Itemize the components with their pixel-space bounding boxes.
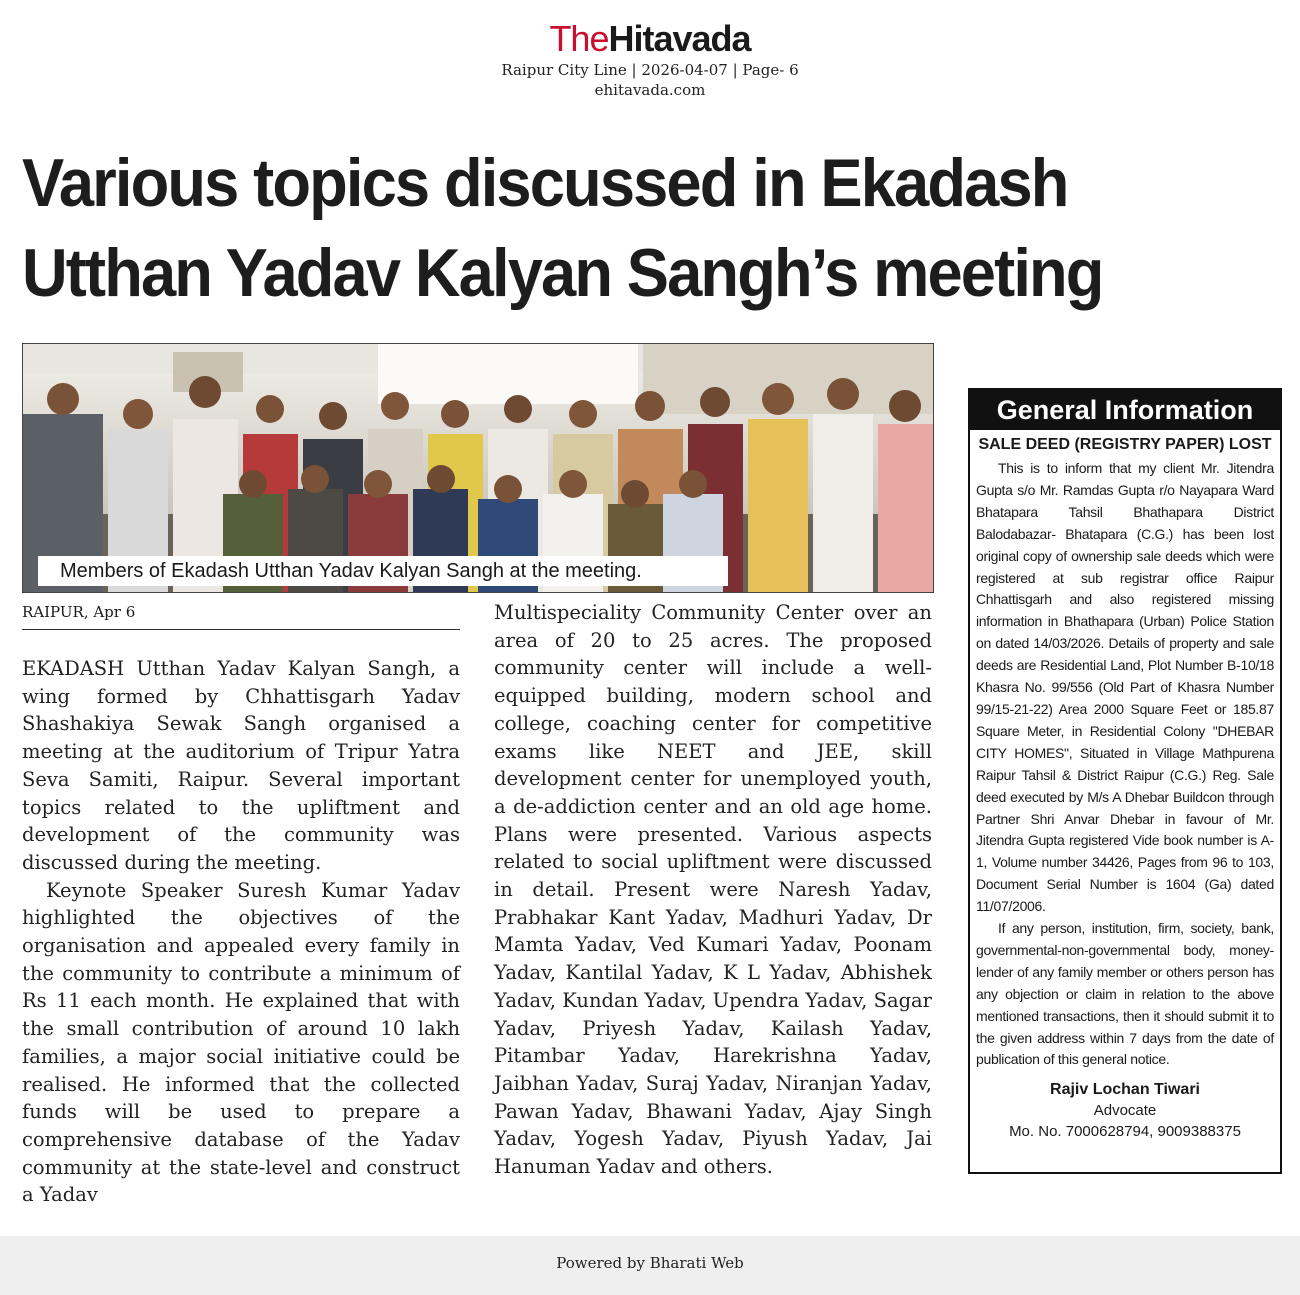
- article-paragraph-2: Keynote Speaker Suresh Kumar Yadav highlighted the objectives of the organisation and appealed every family in the community to contribute a minimum of Rs 11 each month. He explained that with the small contribution of around 10 lakh families, a major social initiative could be realised. He informed that the collected funds will be used to prepare a comprehensive database of the Yadav community at the state-level and construct a Yadav: [22, 878, 460, 1207]
- logo-name: Hitavada: [608, 18, 751, 59]
- group-photo-image: [23, 344, 933, 592]
- notice-paragraph-2: If any person, institution, firm, society, bank, governmental-non-governmental body, money-lender of any family member or others person has any objection or claim in relation to the above mentioned transactions, then it should submit it to the given address within 7 days from the date of publication of this general notice.: [976, 920, 1274, 1068]
- signatory-name: Rajiv Lochan Tiwari: [1050, 1081, 1200, 1099]
- article-paragraph-1: EKADASH Utthan Yadav Kalyan Sangh, a wing formed by Chhattisgarh Yadav Shashakiya Sewak Sangh organised a meeting at the auditorium of Tripur Yatra Seva Samiti, Raipur. Several important topics related to the upliftment and development of the community was discussed during the meeting.: [22, 657, 460, 874]
- photo-caption: Members of Ekadash Utthan Yadav Kalyan Sangh at the meeting.: [38, 556, 728, 586]
- article-column-1: [22, 655, 460, 1209]
- notice-body: [970, 456, 1280, 1071]
- notice-paragraph-1: This is to inform that my client Mr. Jitendra Gupta s/o Mr. Ramdas Gupta r/o Nayapara Ward Bhatapara Tahsil Bhathapara District Balodabazar- Bhatapara (C.G.) has been lost original copy of ownership sale deeds which were registered at sub registrar office Raipur Chhattisgarh and also registered missing information in Bhathapara (Urban) Police Station on dated 14/03/2026. Details of property and sale deeds are Residential Land, Plot Number B-10/18 Khasra No. 99/556 (Old Part of Khasra Number 99/15-21-22) Area 2000 Square Feet or 185.87 Square Meter, in Residential Colony "DHEBAR CITY HOMES", Situated in Village Mathpurena Raipur Tahsil & District Raipur (C.G.) Reg. Sale deed executed by M/s A Dhebar Buildcon through Partner Shri Anvar Dhebar in favour of Mr. Jitendra Gupta registered Vide book number is A-1, Volume number 34426, Pages from 96 to 103, Document Serial Number is 1604 (Ga) dated 11/07/2006.: [976, 460, 1274, 915]
- notice-subheader: SALE DEED (REGISTRY PAPER) LOST: [978, 436, 1272, 453]
- general-information-notice: [968, 388, 1282, 1174]
- article-column-2: [494, 599, 932, 1181]
- newspaper-logo[interactable]: [0, 18, 1300, 60]
- logo-the: The: [549, 18, 609, 59]
- article-headline: [22, 138, 1194, 318]
- footer: [0, 1236, 1300, 1295]
- website-link[interactable]: ehitavada.com: [594, 81, 706, 99]
- signatory-title: Advocate: [1093, 1102, 1157, 1120]
- notice-header: General Information: [970, 390, 1280, 430]
- headline-line-2: Utthan Yadav Kalyan Sangh’s meeting: [22, 235, 1103, 311]
- notice-signature: [970, 1079, 1280, 1142]
- masthead: [0, 18, 1300, 100]
- signatory-contact: Mo. No. 7000628794, 9009388375: [1009, 1123, 1241, 1141]
- article-paragraph-3: Multispeciality Community Center over an area of 20 to 25 acres. The proposed community center will include a well-equipped building, modern school and college, coaching center for competitive exams like NEET and JEE, skill development center for unemployed youth, a de-addiction center and an old age home. Plans were presented. Various aspects related to social upliftment were discussed in detail. Present were Naresh Yadav, Prabhakar Kant Yadav, Madhuri Yadav, Dr Mamta Yadav, Ved Kumari Yadav, Poonam Yadav, Kantilal Yadav, K L Yadav, Abhishek Yadav, Kundan Yadav, Upendra Yadav, Sagar Yadav, Priyesh Yadav, Kailash Yadav, Pitambar Yadav, Harekrishna Yadav, Jaibhan Yadav, Suraj Yadav, Niranjan Yadav, Pawan Yadav, Bhawani Yadav, Ajay Singh Yadav, Yogesh Yadav, Piyush Yadav, Jai Hanuman Yadav and others.: [494, 601, 932, 1179]
- edition-line: Raipur City Line | 2026-04-07 | Page- 6: [501, 61, 799, 79]
- headline-line-1: Various topics discussed in Ekadash: [22, 145, 1068, 221]
- powered-by-link[interactable]: Powered by Bharati Web: [556, 1254, 744, 1272]
- dateline: RAIPUR, Apr 6: [22, 601, 460, 630]
